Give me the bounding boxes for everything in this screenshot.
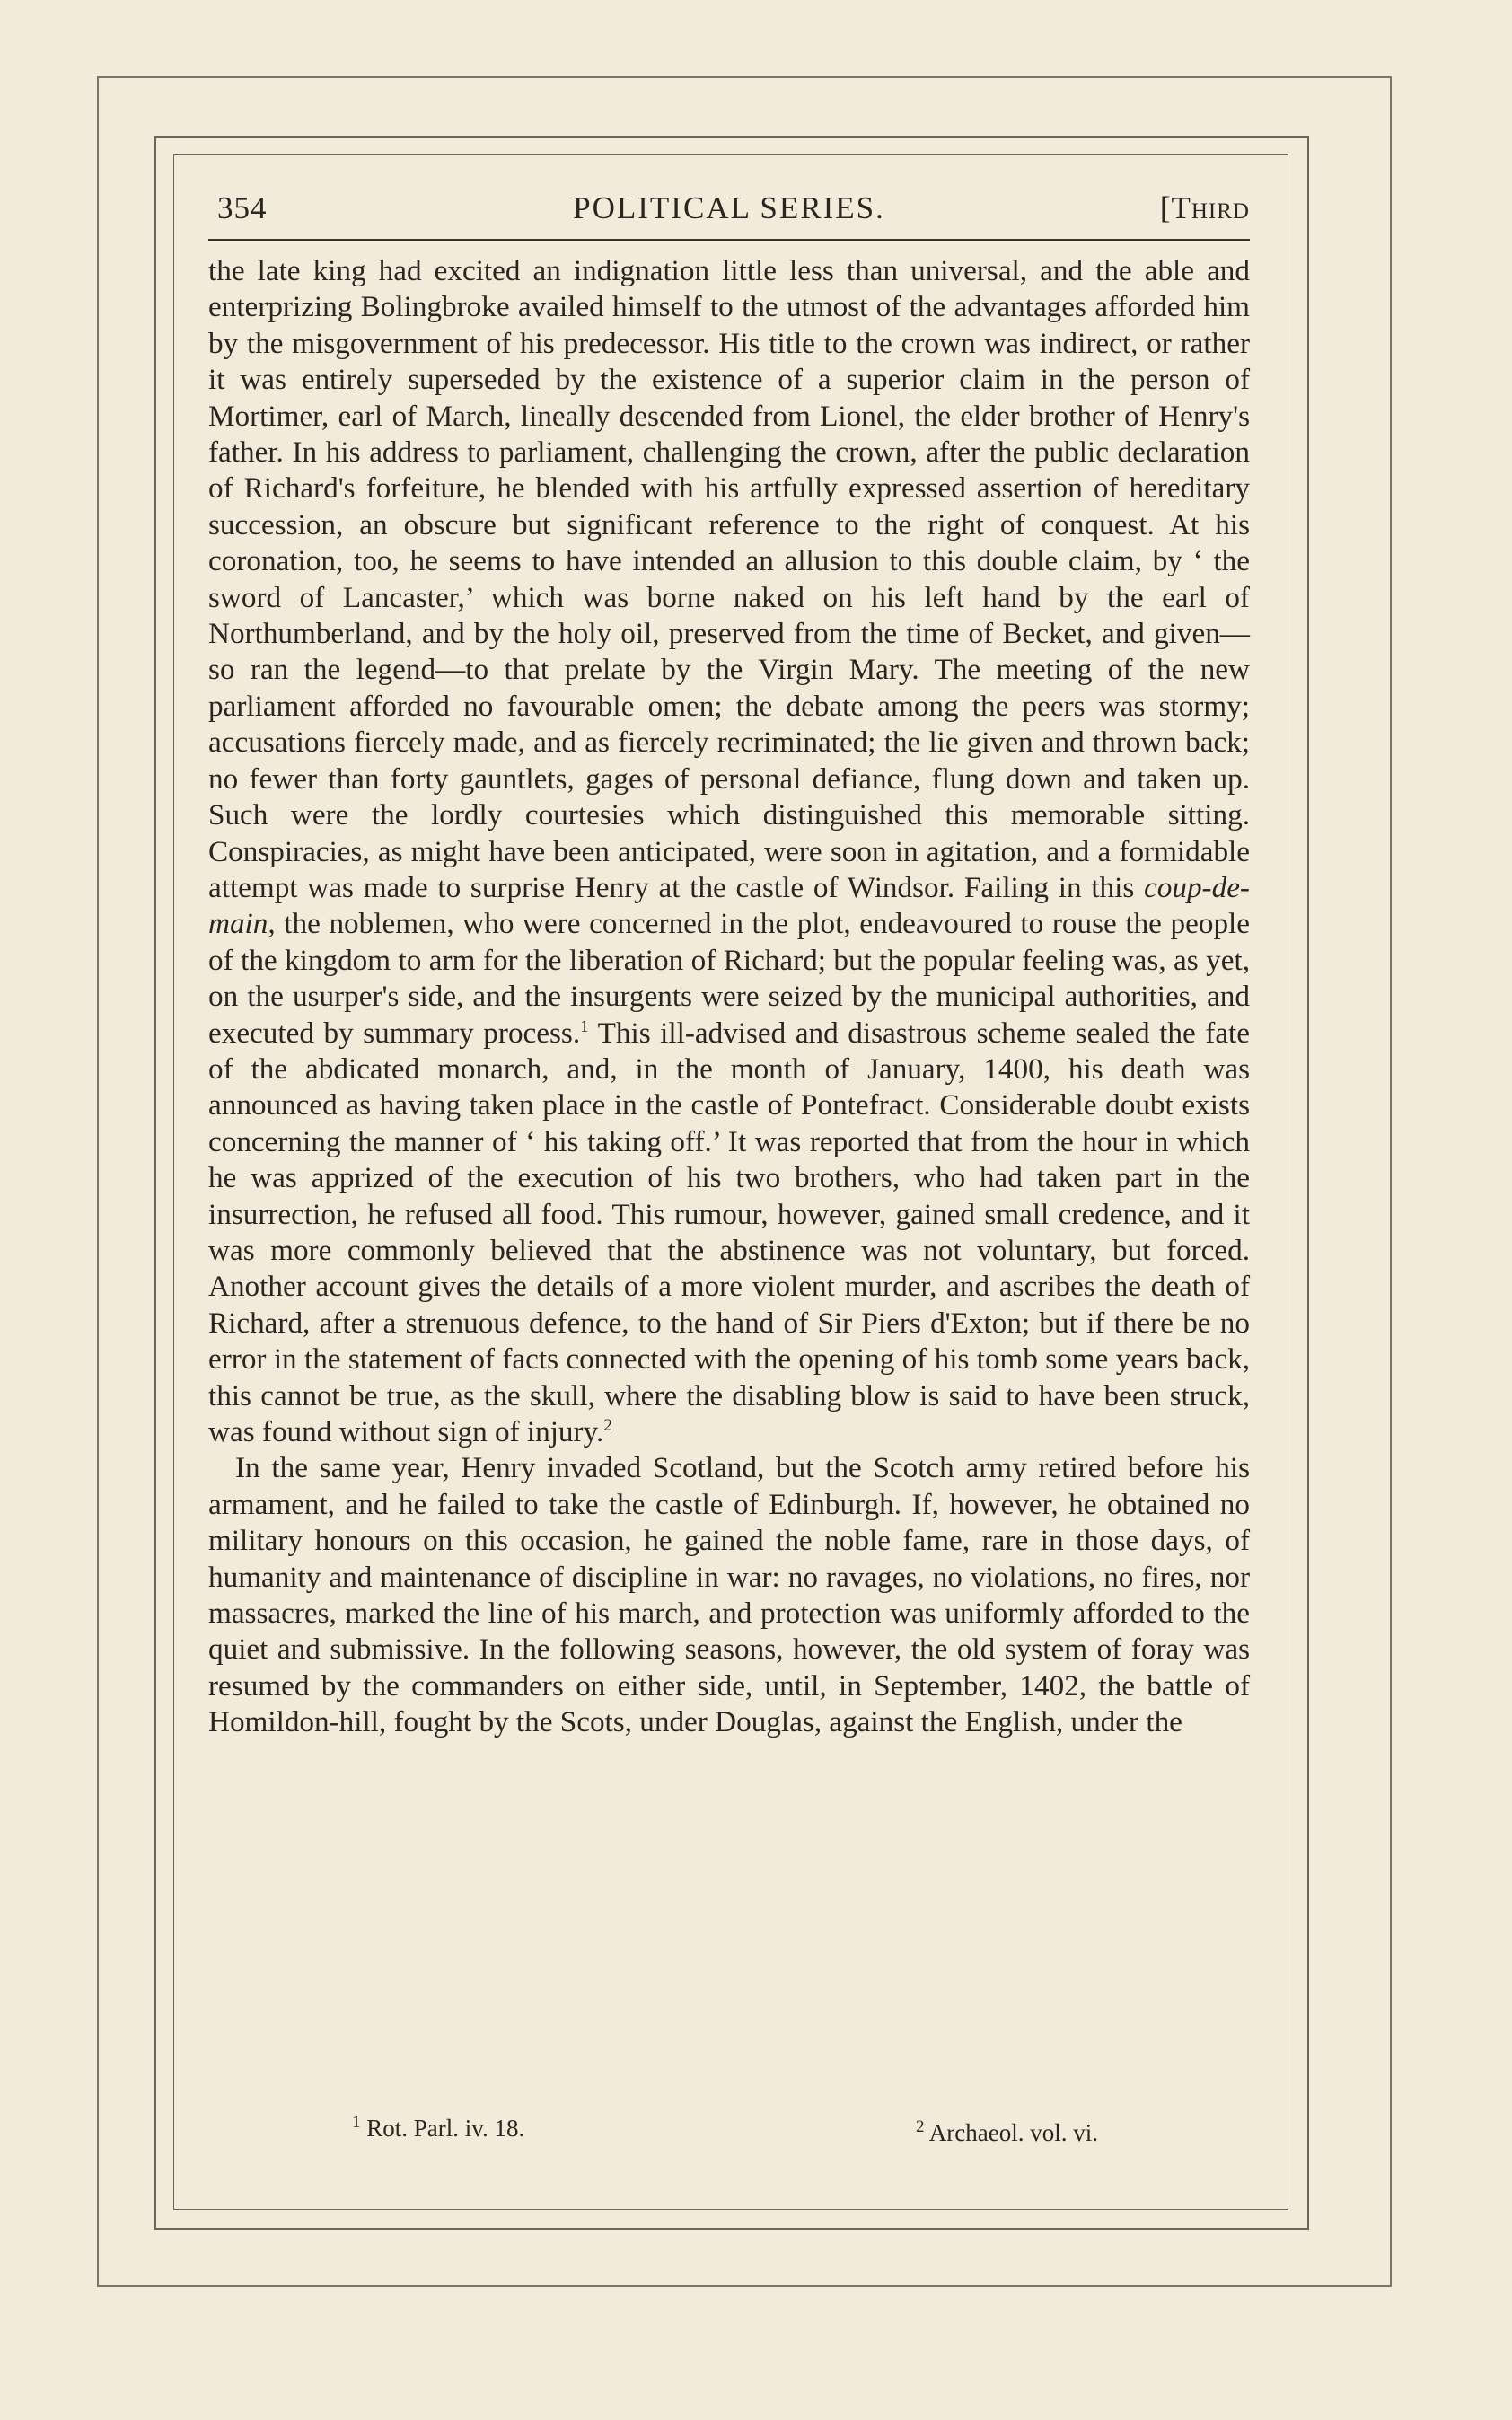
footnote-text: Rot. Parl. iv. 18. xyxy=(366,2115,525,2142)
text-run: the late king had excited an indignation little less than universal, and the able and enterprizing Bolingbroke availed himself to the utmost of the advantages afforded him by the misgovernment of his predecessor. His title to the crown was indirect, or rather it was entirely superseded by the existence of a superior claim in the person of Mortimer, earl of March, lineally descended from Lionel, the elder brother of Henry's father. In his address to parliament, challenging the crown, after the public declaration of Richard's forfeiture, he blended with his artfully expressed assertion of hereditary succession, an obscure but significant reference to the right of conquest. At his coronation, too, he seems to have intended an allusion to this double claim, by ‘ the sword of Lancaster,’ which was borne naked on his left hand by the earl of Northumberland, and by the holy oil, preserved from the time of Becket, and given—so ran the legend—to that prelate by the Virgin Mary. The meeting of the new parliament afforded no favourable omen; the debate among the peers was stormy; accusations fiercely made, and as fiercely recriminated; the lie given and thrown back; no fewer than forty gauntlets, gages of personal defiance, flung down and taken up. Such were the lordly courtesies which distinguished this memorable sitting. Conspiracies, as might have been anticipated, were soon in agitation, and a formidable attempt was made to surprise Henry at the castle of Windsor. Failing in this xyxy=(208,254,1250,904)
header-rule xyxy=(208,239,1250,241)
paragraph: In the same year, Henry invaded Scotland, but the Scotch army retired before his armament, and he failed to take the castle of Edinburgh. If, however, he obtained no military honours on this occasion, he gained the noble fame, rare in those days, of humanity and maintenance of discipline in war: no ravages, no violations, no fires, nor massacres, marked the line of his march, and protection was uniformly afforded to the quiet and submissive. In the following seasons, however, the old system of foray was resumed by the commanders on either side, until, in September, 1402, the battle of Homildon-hill, fought by the Scots, under Douglas, against the English, under the xyxy=(208,1451,1250,1739)
footnote-mark: 1 xyxy=(352,2113,361,2132)
footnote-2 xyxy=(916,2119,1098,2147)
paragraph xyxy=(208,253,1250,1450)
running-header xyxy=(208,171,1250,242)
page-number: 354 xyxy=(217,190,268,225)
body-text xyxy=(208,253,1250,1741)
footnote-ref-1[interactable]: 1 xyxy=(580,1016,589,1036)
footnote-ref-2[interactable]: 2 xyxy=(603,1415,612,1435)
footnote-mark: 2 xyxy=(916,2117,925,2136)
footnote-text: Archaeol. vol. vi. xyxy=(928,2119,1098,2146)
book-page xyxy=(208,171,1250,2191)
text-run: This ill-advised and disastrous scheme sealed the fate of the abdicated monarch, and, in the month of January, 1400, his death was announced as having taken place in the castle of Pontefract. Considerable doubt exists concerning the manner of ‘ his taking off.’ It was reported that from the hour in which he was apprized of the execution of his two brothers, who had taken part in the insurrection, he refused all food. This rumour, however, gained small credence, and it was more commonly believed that the abstinence was not voluntary, but forced. Another account gives the details of a more violent murder, and ascribes the death of Richard, after a strenuous defence, to the hand of Sir Piers d'Exton; but if there be no error in the statement of facts connected with the opening of his tomb some years back, this cannot be true, as the skull, where the disabling blow is said to have been struck, was found without sign of injury. xyxy=(208,1016,1251,1448)
running-title: POLITICAL SERIES. xyxy=(573,190,885,225)
footnote-1 xyxy=(352,2115,524,2143)
text-run: , the noblemen, who were concerned in the plot, endeavoured to rouse the people of the kingdom to arm for the liberation of Richard; but the popular feeling was, as yet, on the usurper's side, and the insurgents were seized by the municipal authorities, and executed by summary process. xyxy=(208,907,1250,1050)
italic-phrase: coup-de-main xyxy=(208,870,1250,941)
section-label: [Third xyxy=(1159,190,1250,225)
